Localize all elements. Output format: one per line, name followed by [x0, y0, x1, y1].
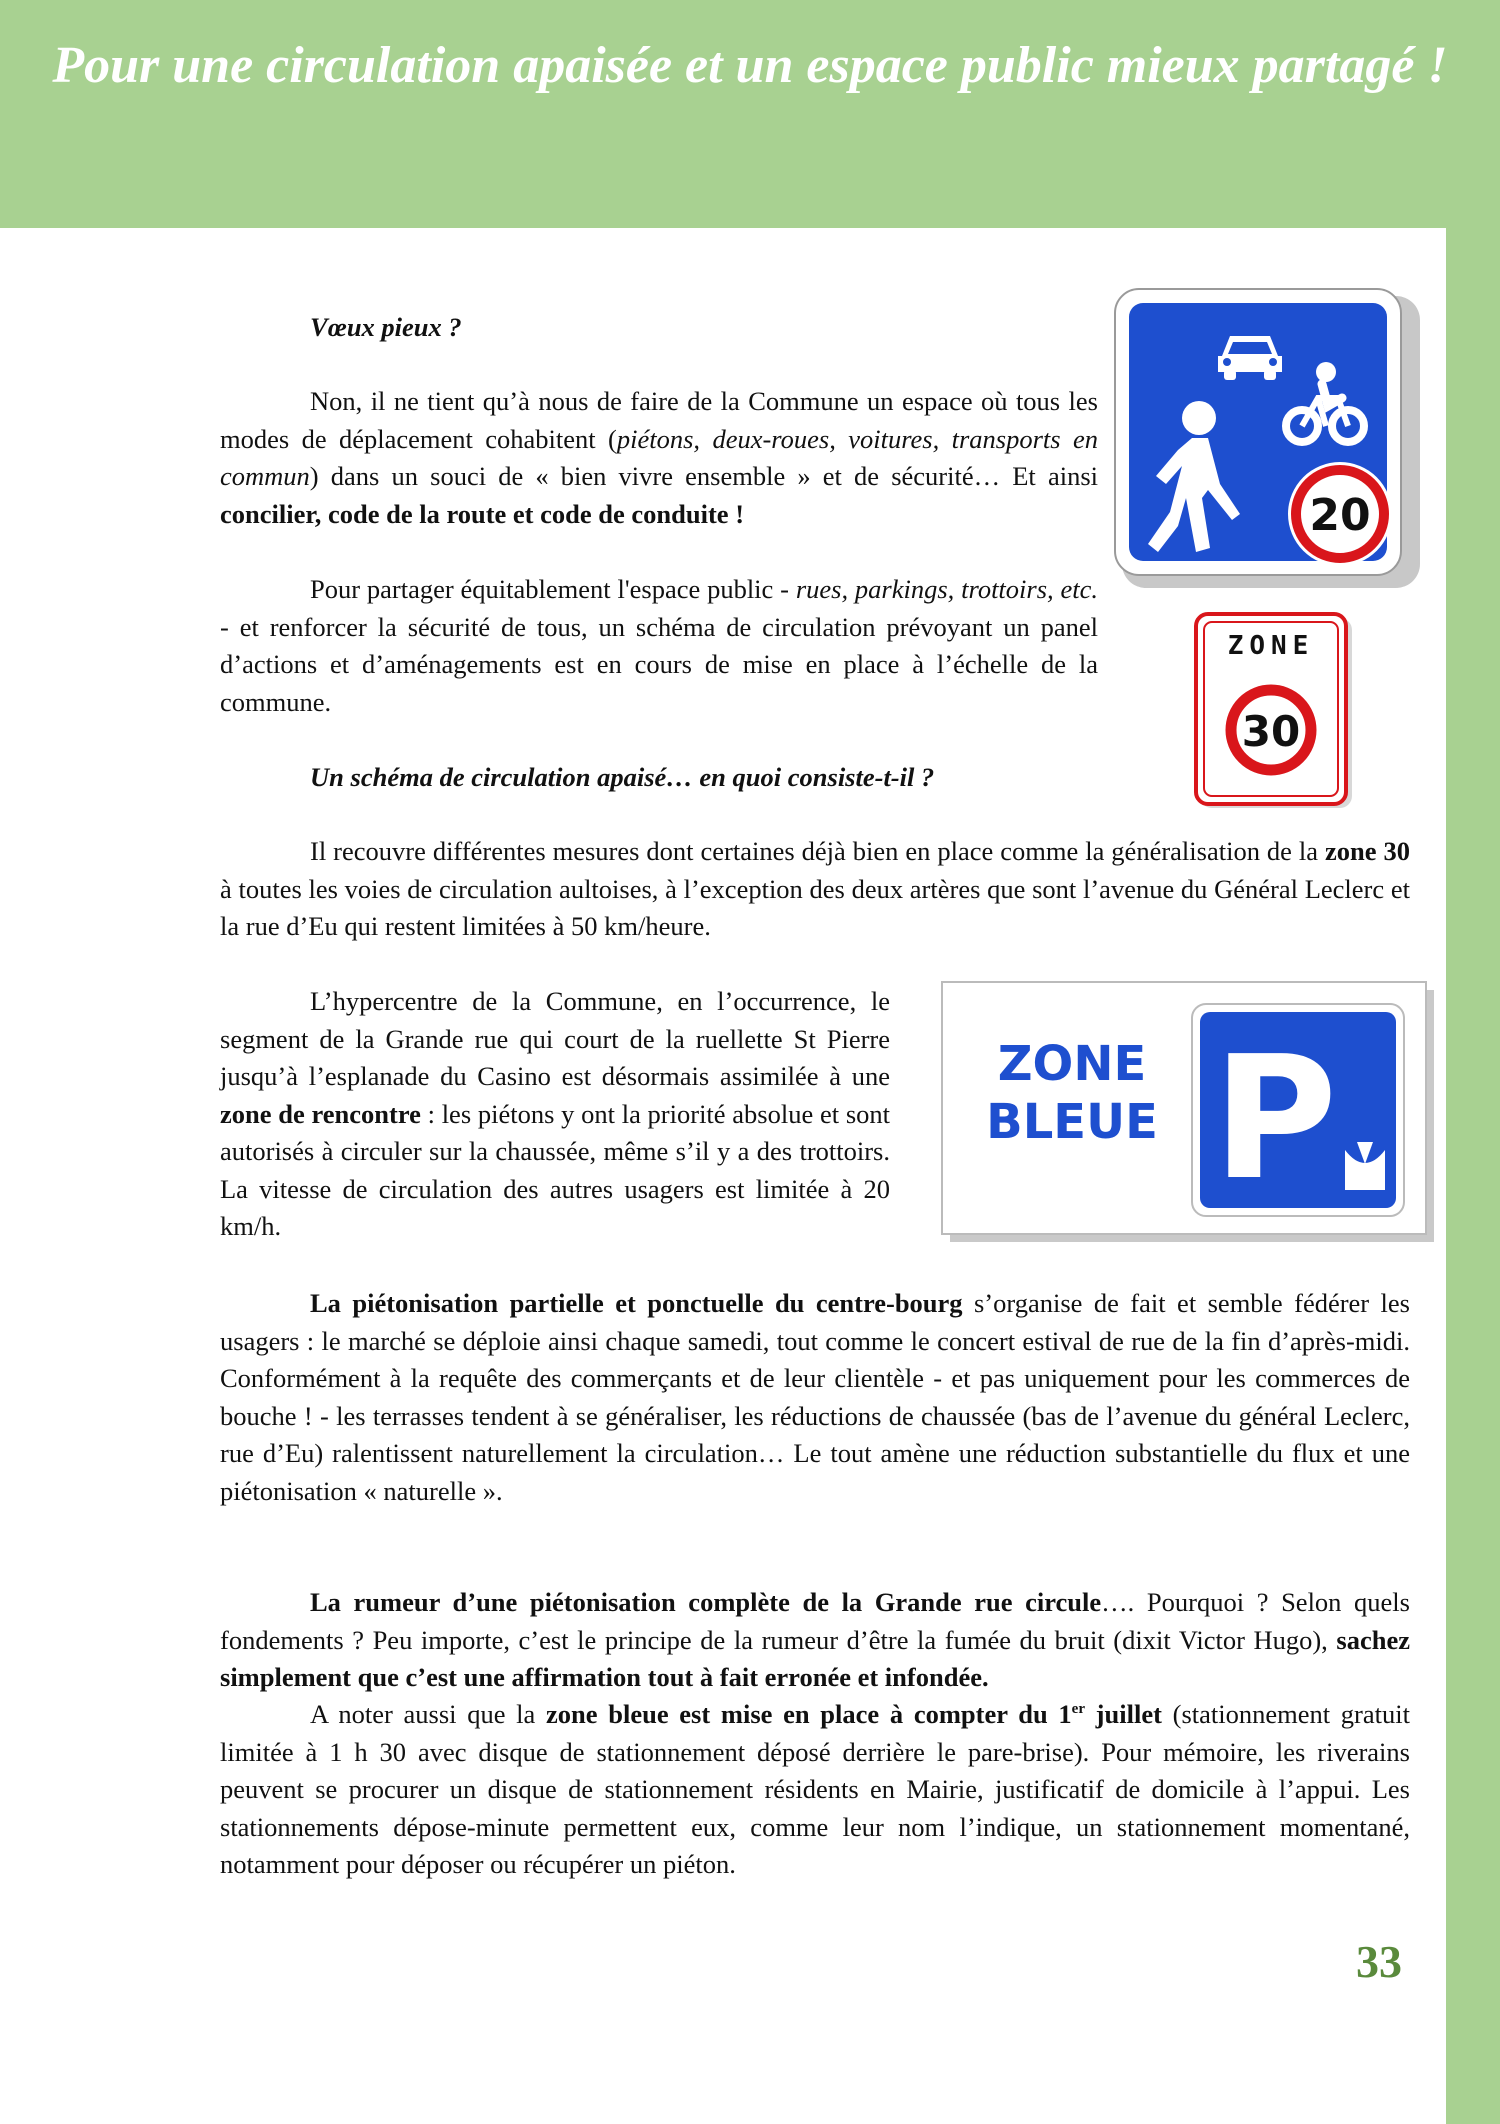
zone-bleue-line1: ZONE: [997, 1036, 1147, 1092]
speed-30-label: 30: [1241, 707, 1301, 756]
page-title: Pour une circulation apaisée et un espace public mieux partagé !: [52, 37, 1448, 94]
zone-bleue-sign: [940, 980, 1434, 1246]
zone-label: ZONE: [1227, 631, 1315, 661]
page-number: 33: [1356, 1936, 1402, 1987]
question-heading-1: Vœux pieux ?: [310, 312, 462, 342]
shared-space-sign: [1112, 286, 1430, 598]
question-heading-2: Un schéma de circulation apaisé… en quoi consiste-t-il ?: [310, 762, 935, 792]
paragraph-2: Pour partager équitablement l'espace public - rues, parkings, trottoirs, etc. - et renforcer la sécurité de tous, un schéma de circulation prévoyant un panel d’actions et d’aménagements est en cours de mise en place à l’échelle de la commune.: [220, 574, 1099, 717]
side-stripe: [1446, 228, 1500, 2124]
speed-20-label: 20: [1309, 490, 1371, 541]
parking-p-label: P: [1212, 1020, 1338, 1218]
paragraph-1: Non, il ne tient qu’à nous de faire de la Commune un espace où tous les modes de déplacement cohabitent (piétons, deux-roues, voitures, transports en commun) dans un souci de « bien vivre ensemble » et de sécurité… Et ainsi concilier, code de la route et code de conduite !: [220, 386, 1099, 529]
paragraph-7: A noter aussi que la zone bleue est mise en place à compter du 1er juillet (stationnement gratuit limitée à 1 h 30 avec disque de stationnement déposé derrière le pare-brise). Pour mémoire, les riverains peuvent se procurer un disque de stationnement résidents en Mairie, justificatif de domicile à l’appui. Les stationnements dépose-minute permettent eux, comme leur nom l’indique, un stationnement momentané, notamment pour déposer ou récupérer un piéton.: [220, 1699, 1410, 1879]
paragraph-3: Il recouvre différentes mesures dont certaines déjà bien en place comme la généralisation de la zone 30 à toutes les voies de circulation aultoises, à l’exception des deux artères que sont l’avenue du Général Leclerc et la rue d’Eu qui restent limitées à 50 km/heure.: [220, 836, 1411, 941]
zone-30-sign: [1194, 612, 1354, 814]
paragraph-5: La piétonisation partielle et ponctuelle du centre-bourg s’organise de fait et semble fédérer les usagers : le marché se déploie ainsi chaque samedi, tout comme le concert estival de rue de la fin d’après-midi. Conformément à la requête des commerçants et de leur clientèle - et pas uniquement pour les commerces de bouche ! - les terrasses tendent à se généraliser, les réductions de chaussée (bas de l’avenue du général Leclerc, rue d’Eu) ralentissent naturellement la circulation… Le tout amène une réduction substantielle du flux et une piétonisation « naturelle ».: [220, 1288, 1410, 1506]
speed-limit-20: [1288, 462, 1392, 566]
zone-bleue-line2: BLEUE: [986, 1094, 1158, 1150]
paragraph-4: L’hypercentre de la Commune, en l’occurrence, le segment de la Grande rue qui court de la ruellette St Pierre jusqu’à l’esplanade du Casino est désormais assimilée à une zone de rencontre : les piétons y ont la priorité absolue et sont autorisés à circuler sur la chaussée, même s’il y a des trottoirs. La vitesse de circulation des autres usagers est limitée à 20 km/h.: [220, 986, 890, 1241]
paragraph-6: La rumeur d’une piétonisation complète de la Grande rue circule…. Pourquoi ? Selon quels fondements ? Peu importe, c’est le principe de la rumeur d’être la fumée du bruit (dixit Victor Hugo), sachez simplement que c’est une affirmation tout à fait erronée et infondée.: [220, 1587, 1410, 1692]
